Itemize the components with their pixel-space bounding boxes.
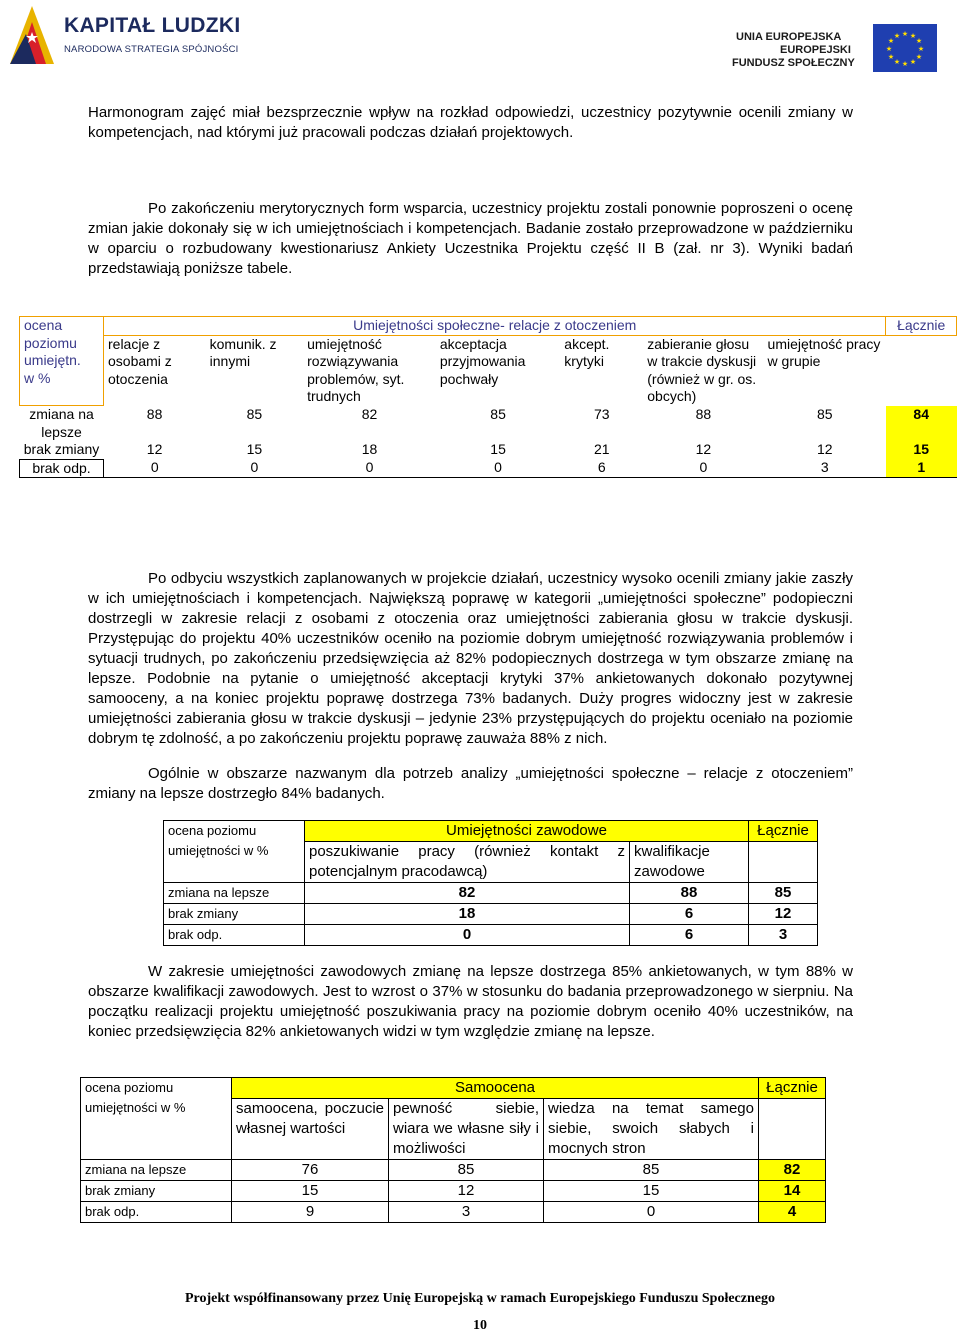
table1-total-label: Łącznie	[886, 317, 957, 336]
cell-value: 21	[593, 441, 610, 457]
paragraph-2: Po zakończeniu merytorycznych form wsparcia, uczestnicy projektu zostali ponownie poproszeni o ocenę zmian jakie dokonały się w ich umiejętnościach i kompetencjach. Badanie zostało przeprowadzone w październiku w oparciu o rozbudowany kwestionariusz Ankiety Uczestnika Projektu część II B (zał. nr 3). Wyniki badań przedstawiają poniższe tabele.	[88, 200, 853, 277]
cell-value: 6	[560, 459, 643, 478]
table1-col: akcept. krytyki	[564, 335, 610, 369]
cell-value: 15	[246, 441, 263, 457]
cell-value: 85	[544, 1160, 759, 1181]
cell-value: 12	[695, 441, 712, 457]
table-row	[164, 925, 818, 946]
table-row	[20, 406, 957, 442]
table1-col: relacje z osobami z otoczenia	[108, 335, 172, 387]
page-header	[0, 0, 960, 80]
table-row	[81, 1160, 826, 1181]
cell-value: 3	[764, 459, 886, 478]
eu-line2: EUROPEJSKI	[780, 44, 851, 56]
cell-value: 82	[361, 405, 378, 422]
row-label: brak odp.	[164, 925, 305, 946]
table-row	[20, 459, 957, 478]
cell-value: 15	[544, 1181, 759, 1202]
cell-value: 76	[232, 1160, 389, 1181]
eu-line3: FUNDUSZ SPOŁECZNY	[732, 57, 855, 69]
cell-value: 6	[630, 904, 749, 925]
table2-col: poszukiwanie pracy (również kontakt z potencjalnym pracodawcą)	[305, 842, 630, 883]
paragraph-1: Harmonogram zajęć miał bezsprzecznie wpływ na rozkład odpowiedzi, uczestnicy pozytywnie ocenili zmiany w kompetencjach, nad którymi już pracowali podczas działań projektowych.	[88, 104, 853, 141]
row-label: brak zmiany	[164, 904, 305, 925]
svg-text:★: ★	[887, 53, 895, 61]
svg-text:★: ★	[909, 32, 917, 40]
cell-value: 12	[389, 1181, 544, 1202]
total-value: 3	[749, 925, 818, 946]
kapital-ludzki-emblem-icon	[6, 4, 58, 68]
cell-value: 0	[643, 459, 763, 478]
row-label: zmiana na lepsze	[81, 1160, 232, 1181]
svg-text:★: ★	[915, 53, 923, 61]
row-label: brak odp.	[20, 459, 104, 478]
svg-text:★: ★	[917, 45, 925, 53]
table1-col: akceptacja przyjmowania pochwały	[439, 335, 526, 387]
cell-value: 0	[206, 459, 303, 478]
row-label: brak zmiany	[81, 1181, 232, 1202]
svg-text:★: ★	[901, 30, 909, 38]
cell-value: 0	[305, 925, 630, 946]
total-value: 14	[759, 1181, 826, 1202]
table3-col: wiedza na temat samego siebie, swoich słabych i mocnych stron	[544, 1099, 759, 1160]
cell-value: 85	[816, 405, 833, 422]
table3-total-label: Łącznie	[759, 1078, 826, 1099]
footer-text: Projekt współfinansowany przez Unię Europejską w ramach Europejskiego Funduszu Społecznego	[185, 1291, 775, 1306]
table1-col: zabieranie głosu w trakcie dyskusji (również w gr. os. obcych)	[647, 335, 757, 404]
kapital-ludzki-logo	[6, 4, 241, 70]
eu-line1: UNIA EUROPEJSKA	[736, 31, 842, 43]
total-value: 4	[759, 1202, 826, 1223]
total-value: 12	[749, 904, 818, 925]
table1-col: komunik. z innymi	[209, 335, 277, 369]
svg-text:★: ★	[893, 32, 901, 40]
svg-text:★: ★	[909, 58, 917, 66]
cell-value: 88	[146, 405, 163, 422]
paragraph-5: W zakresie umiejętności zawodowych zmianę na lepsze dostrzega 85% ankietowanych, w tym 88% w obszarze kwalifikacji zawodowych. Jest to wzrost o 37% w stosunku do badania przeprowadzonego w sierpniu. Na początku realizacji projektu umiejętność poszukiwania pracy na poziomie dobrym oceniło 40% uczestników, na koniec przedsięwzięcia 82% ankietowanych widzi w tym względzie zmianę na lepsze.	[88, 963, 853, 1040]
row-label: brak zmiany	[23, 441, 100, 457]
cell-value: 85	[389, 1160, 544, 1181]
svg-text:★: ★	[893, 58, 901, 66]
table3-corner: ocena poziomu umiejętności w %	[81, 1078, 232, 1160]
cell-value: 0	[104, 459, 206, 478]
cell-value: 18	[305, 904, 630, 925]
cell-value: 12	[146, 441, 163, 457]
cell-value: 12	[816, 441, 833, 457]
table1-title: Umiejętności społeczne- relacje z otoczeniem	[104, 317, 886, 336]
paragraph-3: Po odbyciu wszystkich zaplanowanych w projekcie działań, uczestnicy wysoko ocenili zmiany jakie zaszły w ich umiejętnościach i kompetencjach. Największą poprawę w kategorii „umiejętności społeczne” podopieczni dostrzegli w zakresie relacji z osobami z otoczenia oraz umiejętności zabierania głosu w trakcie dyskusji. Przystępując do projektu 40% uczestników oceniło na poziomie dobrym umiejętność rozwiązywania problemów i sytuacji trudnych, po zakończeniu przedsięwzięcia aż 82% podopiecznych dostrzega w tym obszarze zmianę na lepsze. Podobnie na pytanie o umiejętność akceptacji krytyki 37% ankietowanych dokonało pozytywnej samooceny, a na koniec projektu poprawę dostrzega 73% badanych. Duży progres widoczny jest w zakresie umiejętności zabierania głosu w trakcie dyskusji – jedynie 23% przystępujących do projektu oceniało na poziomie dobrym tę zdolność, a po zakończeniu projektu poprawę zauważa 88% z nich.	[88, 570, 853, 747]
total-value: 82	[759, 1160, 826, 1181]
table1-col: umiejętność rozwiązywania problemów, syt. trudnych	[307, 335, 405, 404]
svg-text:★: ★	[901, 60, 909, 68]
cell-value: 3	[389, 1202, 544, 1223]
social-skills-table	[19, 316, 957, 478]
table2-corner: ocena poziomu umiejętności w %	[164, 821, 305, 883]
cell-value: 82	[305, 883, 630, 904]
table-row	[81, 1181, 826, 1202]
table1-col: umiejętność pracy w grupie	[767, 335, 881, 369]
eu-logo	[728, 22, 958, 78]
table-row	[164, 883, 818, 904]
svg-text:★: ★	[915, 37, 923, 45]
table3-title: Samoocena	[232, 1078, 759, 1099]
row-label: zmiana na lepsze	[29, 406, 94, 440]
cell-value: 0	[544, 1202, 759, 1223]
table2-title: Umiejętności zawodowe	[305, 821, 749, 842]
total-value: 15	[886, 441, 957, 459]
svg-text:★: ★	[885, 45, 893, 53]
cell-value: 88	[695, 405, 712, 422]
total-value: 1	[886, 459, 957, 478]
cell-value: 0	[303, 459, 436, 478]
page-number: 10	[473, 1318, 487, 1333]
cell-value: 9	[232, 1202, 389, 1223]
table2-col: kwalifikacje zawodowe	[630, 842, 749, 883]
table3-col: samoocena, poczucie własnej wartości	[232, 1099, 389, 1160]
self-assessment-table	[80, 1077, 826, 1223]
svg-text:★: ★	[887, 37, 895, 45]
cell-value: 73	[593, 405, 610, 422]
cell-value: 85	[246, 405, 263, 422]
cell-value: 18	[361, 441, 378, 457]
kapital-ludzki-title: KAPITAŁ LUDZKI	[64, 14, 241, 37]
cell-value: 6	[630, 925, 749, 946]
row-label: brak odp.	[81, 1202, 232, 1223]
kapital-ludzki-subtitle: NARODOWA STRATEGIA SPÓJNOŚCI	[64, 44, 239, 55]
cell-value: 15	[490, 441, 506, 457]
total-value: 84	[886, 406, 957, 442]
total-value: 85	[749, 883, 818, 904]
table2-total-label: Łącznie	[749, 821, 818, 842]
paragraph-4: Ogólnie w obszarze nazwanym dla potrzeb analizy „umiejętności społeczne – relacje z otoczeniem” zmiany na lepsze dostrzegło 84% badanych.	[88, 765, 853, 802]
cell-value: 88	[630, 883, 749, 904]
table3-col: pewność siebie, wiara we własne siły i możliwości	[389, 1099, 544, 1160]
cell-value: 15	[232, 1181, 389, 1202]
table1-corner: ocena poziomu umiejętn. w %	[20, 317, 104, 406]
table-row	[20, 441, 957, 459]
eu-flag-icon	[873, 24, 937, 72]
vocational-skills-table	[163, 820, 818, 946]
table-row	[81, 1202, 826, 1223]
table-row	[164, 904, 818, 925]
cell-value: 85	[490, 405, 506, 422]
row-label: zmiana na lepsze	[164, 883, 305, 904]
cell-value: 0	[436, 459, 560, 478]
